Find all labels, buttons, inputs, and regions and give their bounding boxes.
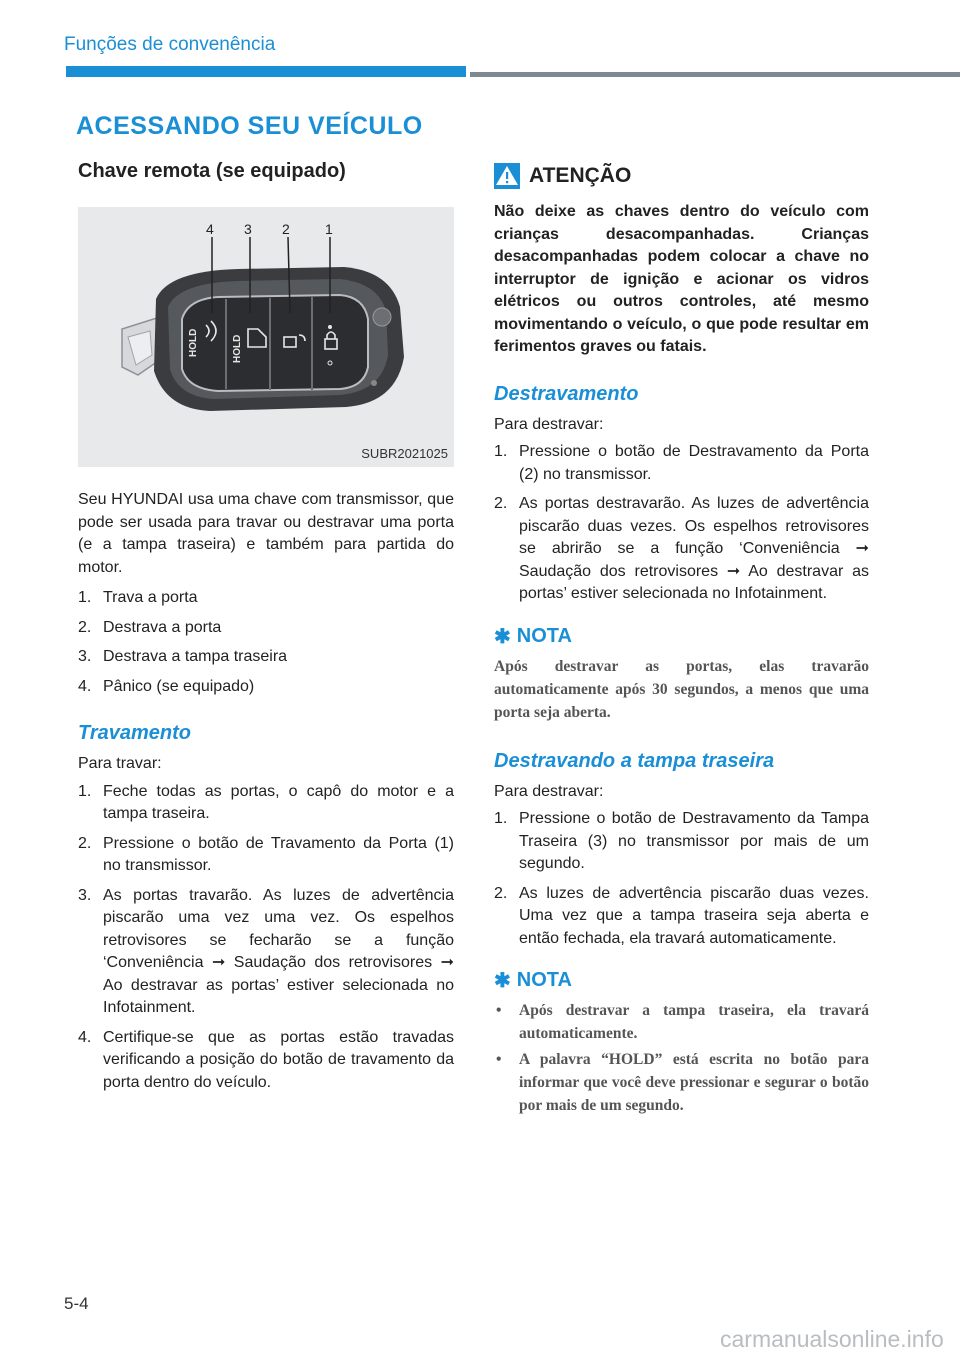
list-item: 4. Certifique-se que as portas estão travadas verificando a posição do botão de travamento da porta dentro do veículo.: [78, 1028, 454, 1091]
star-icon: ✱: [494, 970, 511, 992]
remote-key-heading: Chave remota (se equipado): [78, 160, 346, 182]
tailgate-lead: Para destravar:: [494, 782, 604, 800]
note-header: [494, 968, 869, 993]
note-bullets: [494, 999, 869, 1117]
list-item: 2. Pressione o botão de Travamento da Porta (1) no transmissor.: [78, 834, 454, 874]
unlock-heading: Destravamento: [494, 382, 639, 405]
list-item: 3. Destrava a tampa traseira: [78, 648, 288, 665]
callout-3: 3: [244, 221, 252, 237]
note-title: NOTA: [516, 969, 572, 991]
lock-lead: Para travar:: [78, 755, 162, 772]
list-item: 3. As portas travarão. As luzes de advertência piscarão uma vez uma vez. Os espelhos retrovisores se fecharão se a função ‘Conveniência ➞ Saudação dos retrovisores ➞ Ao destravar as portas’ estiver selecionada no Infotainment.: [78, 886, 454, 1016]
list-item: 1. Feche todas as portas, o capô do motor e a tampa traseira.: [78, 782, 454, 822]
callout-4: 4: [206, 221, 214, 237]
page-title: ACESSANDO SEU VEÍCULO: [76, 112, 423, 140]
warning-text: Não deixe as chaves dentro do veículo com crianças desacompanhadas. Crianças desacompanhadas podem colocar a chave no interruptor de ignição e acionar os vidros elétricos ou outros controles, até mesmo movimentando o veículo, o que pode resultar em ferimentos graves ou fatais.: [494, 203, 869, 355]
note-title: NOTA: [516, 624, 572, 647]
section-header: Funções de convenência: [64, 34, 276, 55]
hold-label: HOLD: [232, 334, 243, 363]
tailgate-steps: [494, 808, 869, 950]
warning-title: ATENÇÃO: [529, 164, 632, 187]
remote-key-figure: [78, 207, 454, 467]
warning-icon: [494, 163, 520, 189]
note-text: Após destravar as portas, elas travarão automaticamente após 30 segundos, a menos que uma porta seja aberta.: [494, 657, 869, 721]
figure-code: SUBR2021025: [361, 446, 448, 461]
note-header: [494, 624, 869, 649]
unlock-lead: Para destravar:: [494, 415, 604, 433]
hold-label: HOLD: [188, 328, 199, 357]
header-rule-accent: [66, 66, 466, 77]
header-rule-gray: [470, 72, 960, 77]
left-column: [78, 160, 454, 1101]
watermark: carmanualsonline.info: [720, 1326, 944, 1352]
star-icon: ✱: [494, 625, 511, 648]
unlock-steps: [494, 441, 869, 606]
callout-2: 2: [282, 221, 290, 237]
list-item: 2. As luzes de advertência piscarão duas vezes. Uma vez que a tampa traseira seja aberta e então fechada, ela travará automaticamente.: [494, 884, 869, 947]
list-item: • Após destravar a tampa traseira, ela travará automaticamente.: [496, 1002, 869, 1042]
right-column: [494, 163, 869, 1120]
list-item: 2. As portas destravarão. As luzes de advertência piscarão duas vezes. Os espelhos retrovisores se abrirão se a função ‘Conveniência ➞ Saudação dos retrovisores ➞ Ao destravar as portas’ estiver selecionada no Infotainment.: [494, 495, 869, 602]
list-item: 1. Pressione o botão de Destravamento da Porta (2) no transmissor.: [494, 443, 869, 483]
button-list: [78, 587, 454, 698]
list-item: 1. Trava a porta: [78, 589, 198, 606]
lock-heading: Travamento: [78, 722, 192, 744]
list-item: • A palavra “HOLD” está escrita no botão para informar que você deve pressionar e segurar o botão por mais de um segundo.: [496, 1051, 869, 1114]
remote-key-illustration: [78, 207, 454, 467]
list-item: 4. Pânico (se equipado): [78, 677, 255, 695]
intro-paragraph: Seu HYUNDAI usa uma chave com transmissor, que pode ser usada para travar ou destravar uma porta (e a tampa traseira) e também para partida do motor.: [78, 491, 454, 576]
lock-steps: [78, 781, 454, 1095]
warning-header: [494, 163, 869, 189]
tailgate-heading: Destravando a tampa traseira: [494, 749, 775, 772]
callout-1: 1: [325, 221, 333, 237]
list-item: 2. Destrava a porta: [78, 618, 222, 636]
page-number: 5-4: [64, 1294, 89, 1313]
list-item: 1. Pressione o botão de Destravamento da Tampa Traseira (3) no transmissor por mais de um segundo.: [494, 810, 869, 872]
